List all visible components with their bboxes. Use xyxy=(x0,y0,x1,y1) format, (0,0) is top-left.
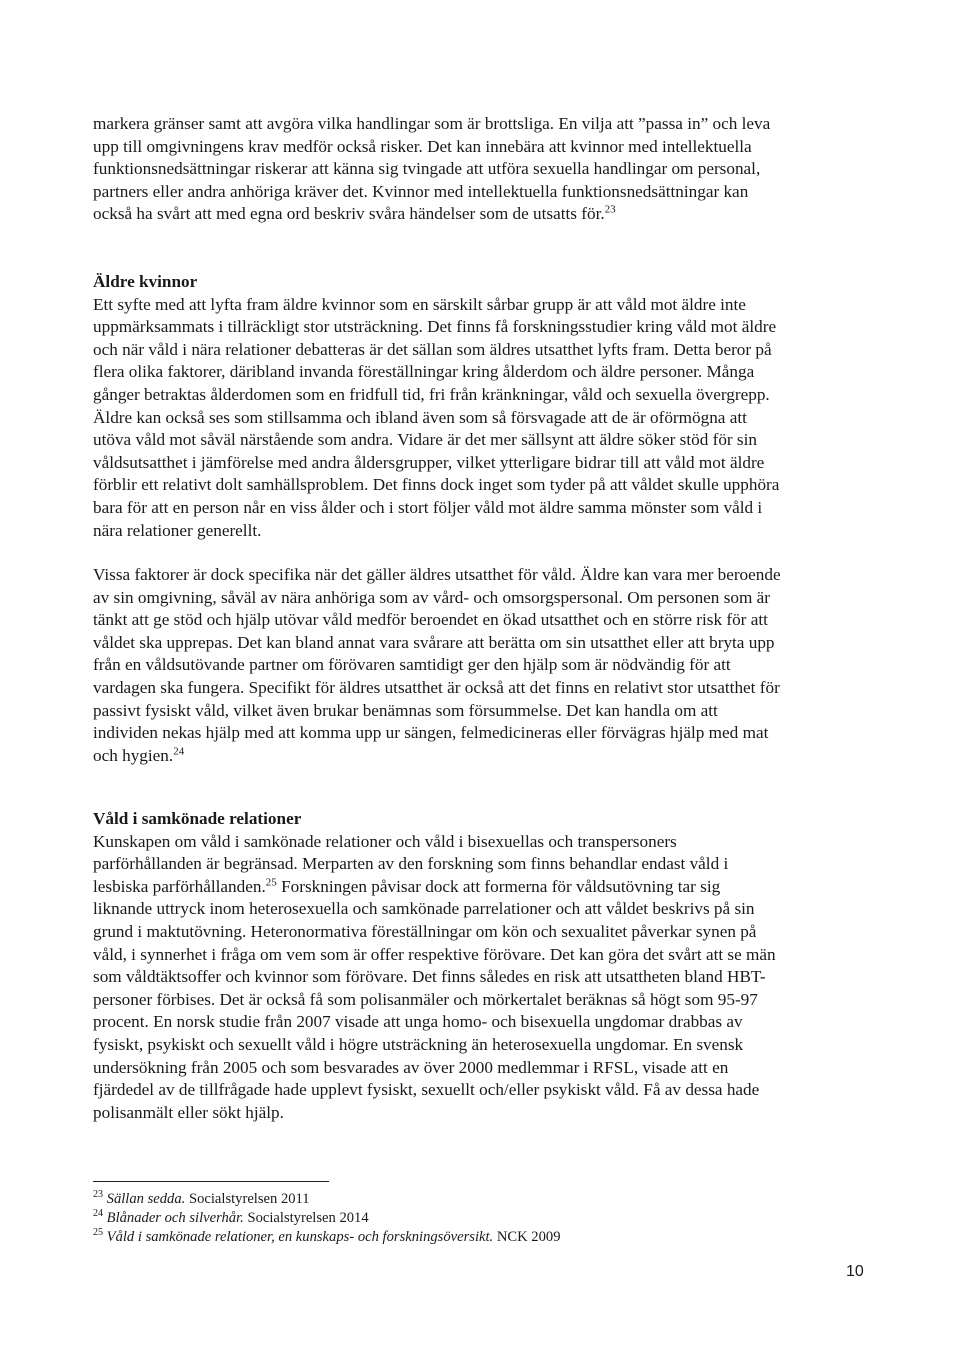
text-line: nära relationer generellt. xyxy=(93,520,262,540)
text-line: liknande uttryck inom heterosexuella och samkönade parrelationer och att våldet beskrivs på sin xyxy=(93,899,755,919)
text-line xyxy=(93,203,883,226)
text-line: vardagen ska fungera. Specifikt för äldres utsatthet är också att det finns en relativt stor utsatthet för xyxy=(93,677,780,697)
footnote-ref-23[interactable]: 23 xyxy=(604,203,616,216)
footnote-source: Socialstyrelsen 2011 xyxy=(185,1191,310,1207)
footnote-ref-25[interactable]: 25 xyxy=(265,876,277,889)
text-line: individen nekas hjälp med att komma upp ur sängen, felmedicineras eller förvägras hjälp med mat xyxy=(93,723,769,743)
section-paragraph xyxy=(93,831,883,1125)
text-line: våld, i synnerhet i fråga om vem som är offer respektive förövare. Det kan göra det svårt att se män xyxy=(93,944,776,964)
text-line: markera gränser samt att avgöra vilka handlingar som är brottsliga. En vilja att ”passa in” och leva xyxy=(93,114,771,133)
text-line: bara för att en person når en viss ålder och i stort följer våld mot äldre samma mönster som våld i xyxy=(93,497,763,517)
text-line: upp till omgivningens krav medför också risker. Det kan innebära att kvinnor med intellektuella xyxy=(93,136,752,156)
text-fragment: Forskningen påvisar dock att formerna för våldsutövning tar sig xyxy=(276,876,721,896)
text-fragment: lesbiska parförhållanden. xyxy=(93,876,266,896)
section-older-women-paragraph-2 xyxy=(93,564,883,767)
text-line: Ett syfte med att lyfta fram äldre kvinnor som en särskilt sårbar grupp är att våld mot äldre inte xyxy=(93,294,746,314)
text-line: Kunskapen om våld i samkönade relationer och våld i bisexuellas och transpersoners xyxy=(93,831,677,851)
text-line: parförhållanden är begränsad. Merparten av den forskning som finns behandlar endast våld i xyxy=(93,854,729,874)
section-older-women xyxy=(93,271,883,542)
section-same-sex-relations xyxy=(93,808,883,1124)
text-line: partners eller andra anhöriga kräver det. Kvinnor med intellektuella funktionsnedsättningar kan xyxy=(93,181,749,201)
text-line: procent. En norsk studie från 2007 visade att unga homo- och bisexuella ungdomar drabbas av xyxy=(93,1012,743,1032)
section-paragraph xyxy=(93,294,883,543)
footnote-24 xyxy=(93,1209,561,1228)
footnote-25 xyxy=(93,1228,561,1247)
footnote-ref-24[interactable]: 24 xyxy=(173,745,185,758)
text-line: personer förbises. Det är också få som polisanmäler och mörkertalet beräknas så högt som 95-97 xyxy=(93,989,758,1009)
intro-paragraph xyxy=(93,113,883,226)
text-line: Vissa faktorer är dock specifika när det gäller äldres utsatthet för våld. Äldre kan vara mer beroende xyxy=(93,565,781,584)
footnote-title: Våld i samkönade relationer, en kunskaps- och forskningsöversikt. xyxy=(106,1229,494,1246)
text-line: av sin omgivning, såväl av nära anhöriga som av vård- och omsorgspersonal. Om personen som är xyxy=(93,587,771,607)
text-fragment: också ha svårt att med egna ord beskriv svåra händelser som de utsatts för. xyxy=(93,204,605,224)
text-line: passivt fysiskt våld, vilket även brukar benämnas som försummelse. Det kan handla om att xyxy=(93,700,718,720)
text-line: grund i maktutövning. Heteronormativa föreställningar om kön och sexualitet påverkar synen på xyxy=(93,921,757,941)
footnote-number: 25 xyxy=(93,1227,103,1239)
text-line: och när våld i nära relationer debatteras är det sällan som äldres utsatthet lyfts fram. Detta beror på xyxy=(93,339,772,359)
text-line xyxy=(93,876,883,899)
text-line: polisanmält eller sökt hjälp. xyxy=(93,1102,284,1122)
section-heading: Våld i samkönade relationer xyxy=(93,809,302,828)
text-line: funktionsnedsättningar riskerar att känna sig tvingade att utföra sexuella handlingar om personal, xyxy=(93,159,761,179)
text-line: förblir ett relativt dolt samhällsproblem. Det finns dock inget som tyder på att våldet skulle upphöra xyxy=(93,475,780,495)
footnote-title: Blånader och silverhår. xyxy=(106,1210,244,1227)
footnotes xyxy=(93,1190,561,1248)
text-line: fysiskt, psykiskt och sexuellt våld i högre utsträckning än heterosexuella ungdomar. En svensk xyxy=(93,1034,744,1054)
text-line: uppmärksammats i tillräckligt stor utsträckning. Det finns få forskningsstudier kring våld mot äldre xyxy=(93,317,777,337)
text-line: våldet ska upprepas. Det kan bland annat vara svårare att berätta om sin utsatthet eller att bryta upp xyxy=(93,632,775,652)
page-number: 10 xyxy=(846,1263,864,1280)
footnote-23 xyxy=(93,1190,561,1209)
text-line: flera olika faktorer, däribland invanda föreställningar kring ålderdom och äldre personer. Många xyxy=(93,362,755,382)
text-line: gånger betraktas ålderdomen som en fridfull tid, fri från kränkningar, våld och sexuella övergrepp. xyxy=(93,384,770,404)
text-line: som våldtäktsoffer och kvinnor som förövare. Det finns således en risk att utsattheten bland HBT- xyxy=(93,967,766,987)
text-line: Äldre kan också ses som stillsamma och ibland även som så försvagade att de är oförmögna att xyxy=(93,407,747,427)
section-heading: Äldre kvinnor xyxy=(93,272,198,291)
footnote-source: NCK 2009 xyxy=(493,1229,561,1246)
footnote-divider xyxy=(93,1181,329,1182)
text-line: undersökning från 2005 och som besvarades av över 2000 medlemmar i RFSL, visade att en xyxy=(93,1057,729,1077)
footnote-number: 24 xyxy=(93,1208,103,1220)
text-line: våldsutsatthet i jämförelse med andra åldersgrupper, vilket ytterligare bidrar till att våld mot äldre xyxy=(93,452,765,472)
text-line: utöva våld mot såväl närstående som andra. Vidare är det mer sällsynt att äldre söker stöd för sin xyxy=(93,430,757,450)
text-fragment: och hygien. xyxy=(93,745,174,765)
footnote-number: 23 xyxy=(93,1189,103,1201)
text-line xyxy=(93,745,883,768)
text-line: tänkt att ge stöd och hjälp utövar våld medför beroendet en ökad utsatthet och en större risk för att xyxy=(93,610,768,630)
text-line: från en våldsutövande partner om förövaren samtidigt ger den hjälp som är nödvändig för att xyxy=(93,655,731,675)
text-line: fjärdedel av de tillfrågade hade upplevt fysiskt, sexuellt och/eller psykiskt våld. Få av dessa hade xyxy=(93,1080,760,1100)
footnote-title: Sällan sedda. xyxy=(106,1191,186,1207)
footnote-source: Socialstyrelsen 2014 xyxy=(243,1210,369,1227)
